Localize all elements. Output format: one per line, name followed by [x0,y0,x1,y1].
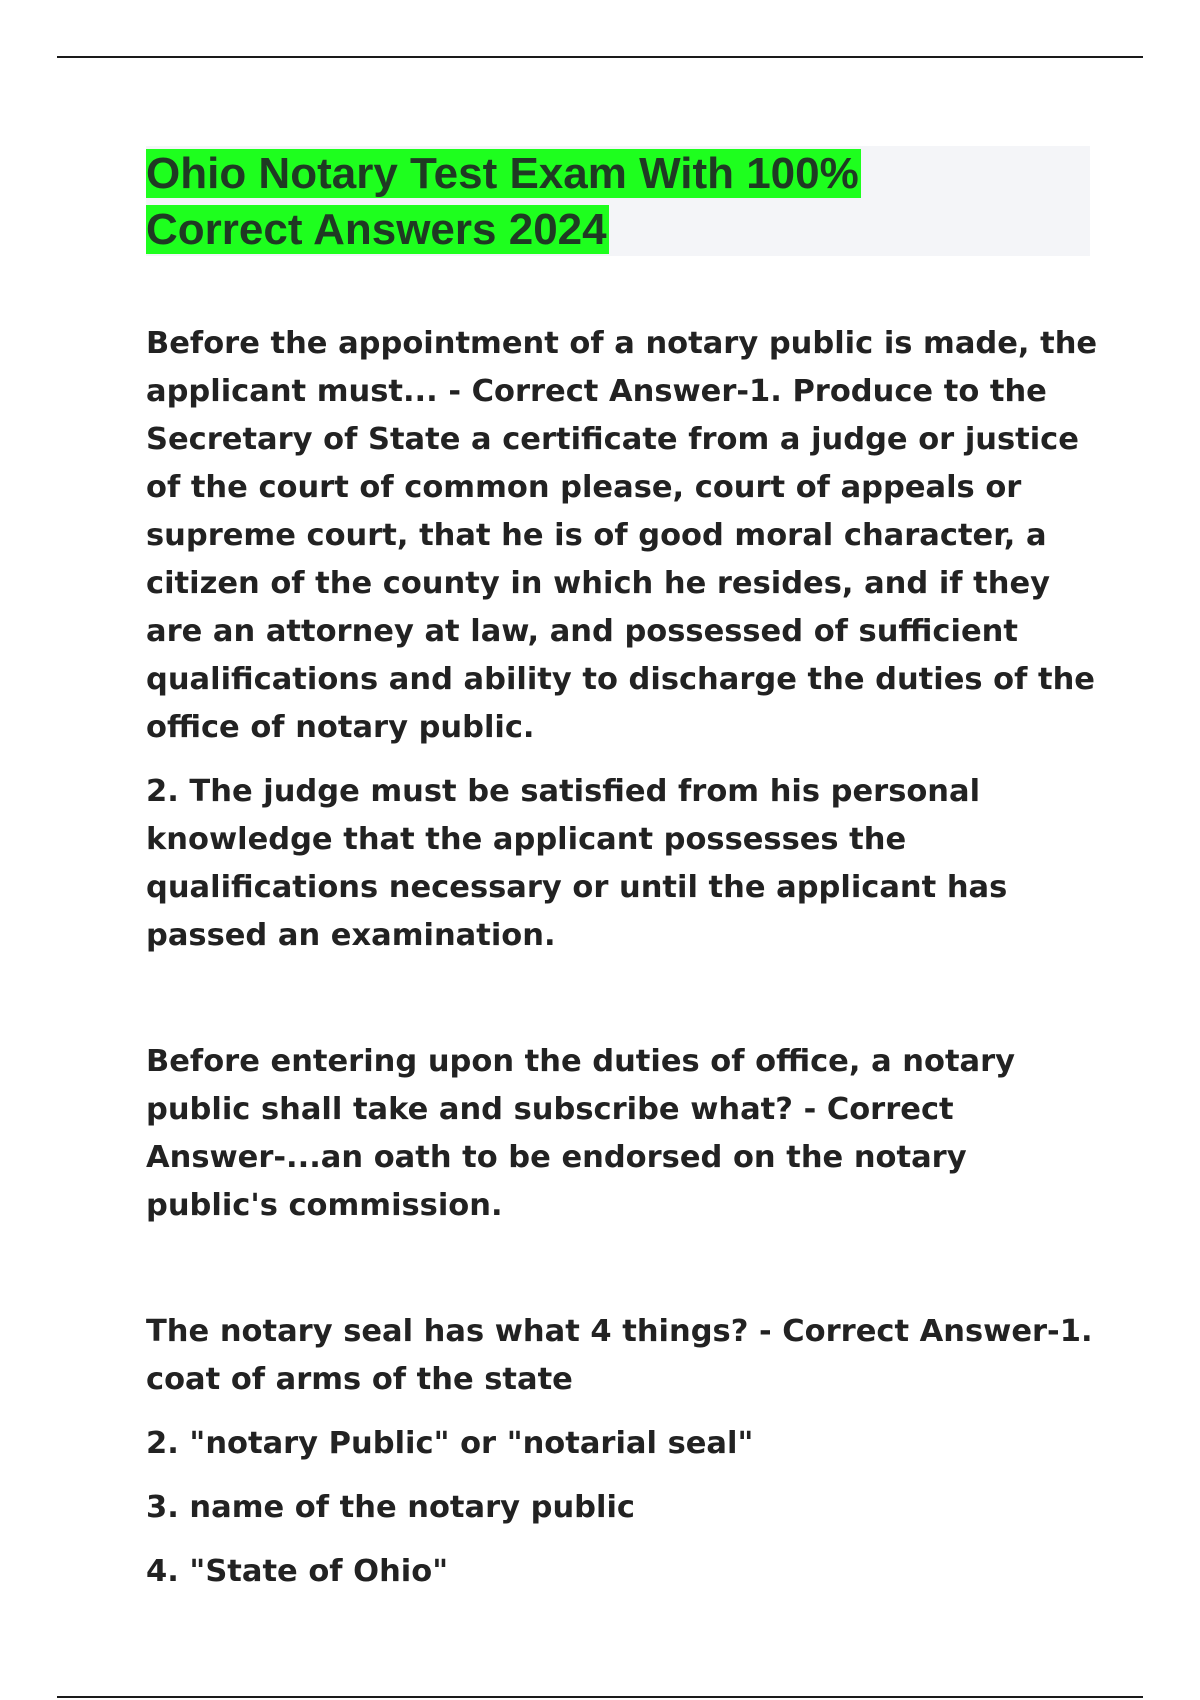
document-body [146,320,1106,1612]
document-title [146,146,1090,258]
qa-2-paragraph-1: Before entering upon the duties of office, a notary public shall take and subscribe what? - Correct Answer-...an oath to be endorsed on the notary public's commission. [146,1044,1016,1223]
top-rule [57,56,1143,58]
title-line-2: Correct Answers 2024 [146,205,607,254]
qa-item-3 [146,1308,1106,1596]
qa-3-paragraph-4: 4. "State of Ohio" [146,1554,449,1589]
bottom-rule [57,1696,1143,1698]
qa-3-paragraph-1: The notary seal has what 4 things? - Correct Answer-1. coat of arms of the state [146,1314,1093,1397]
qa-3-paragraph-2: 2. "notary Public" or "notarial seal" [146,1426,754,1461]
qa-item-2 [146,1038,1106,1230]
qa-1-paragraph-2: 2. The judge must be satisfied from his personal knowledge that the applicant possesses the qualifications necessary or until the applicant has passed an examination. [146,774,1008,953]
qa-item-1 [146,320,1106,960]
qa-3-paragraph-3: 3. name of the notary public [146,1490,635,1525]
title-block [146,146,1090,256]
qa-1-paragraph-1: Before the appointment of a notary public is made, the applicant must... - Correct Answer-1. Produce to the Secretary of State a certificate from a judge or justice of the court of common please, court of appeals or supreme court, that he is of good moral character, a citizen of the county in which he resides, and if they are an attorney at law, and possessed of sufficient qualifications and ability to discharge the duties of the office of notary public. [146,326,1098,745]
title-line-1: Ohio Notary Test Exam With 100% [146,149,859,198]
